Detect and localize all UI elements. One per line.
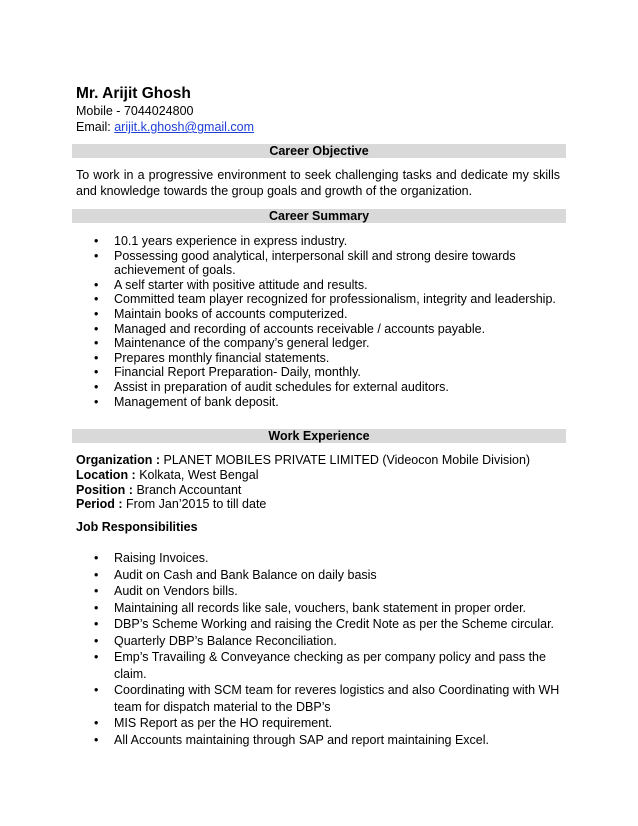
list-item: • DBP’s Scheme Working and raising the Credit Note as per the Scheme circular. <box>94 616 564 633</box>
candidate-name: Mr. Arijit Ghosh <box>76 85 191 102</box>
list-item: • Audit on Cash and Bank Balance on daily basis <box>94 567 564 584</box>
career-objective-heading: Career Objective <box>72 144 566 158</box>
list-item: • Maintaining all records like sale, vouchers, bank statement in proper order. <box>94 600 564 617</box>
mobile-line <box>76 103 254 119</box>
job-responsibilities-heading: Job Responsibilities <box>76 520 198 534</box>
location-line <box>76 468 530 483</box>
list-item: • Emp’s Travailing & Conveyance checking as per company policy and pass the claim. <box>94 649 564 682</box>
position-line <box>76 483 530 498</box>
mobile-number: 7044024800 <box>123 104 194 118</box>
list-item: • Committed team player recognized for professionalism, integrity and leadership. <box>94 292 564 307</box>
position-value: Branch Accountant <box>136 482 242 497</box>
list-item: • Prepares monthly financial statements. <box>94 351 564 366</box>
job-responsibilities-list <box>94 550 564 748</box>
email-link[interactable]: arijit.k.ghosh@gmail.com <box>114 120 255 134</box>
email-line <box>76 119 254 135</box>
organization-value: PLANET MOBILES PRIVATE LIMITED (Videocon Mobile Division) <box>163 453 531 467</box>
period-line <box>76 497 530 512</box>
position-label: Position : <box>76 482 133 497</box>
list-item: • Financial Report Preparation- Daily, monthly. <box>94 365 564 380</box>
career-summary-list <box>94 234 564 409</box>
list-item: • A self starter with positive attitude and results. <box>94 278 564 293</box>
list-item: • Maintenance of the company’s general ledger. <box>94 336 564 351</box>
location-label: Location : <box>76 467 136 482</box>
career-summary-heading: Career Summary <box>72 209 566 223</box>
period-label: Period : <box>76 497 123 512</box>
list-item: • Audit on Vendors bills. <box>94 583 564 600</box>
career-objective-text: To work in a progressive environment to seek challenging tasks and dedicate my skills and knowledge towards the group goals and growth of the organization. <box>76 168 560 198</box>
list-item: • 10.1 years experience in express industry. <box>94 234 564 249</box>
work-experience-heading: Work Experience <box>72 429 566 443</box>
list-item: • Quarterly DBP’s Balance Reconciliation. <box>94 633 564 650</box>
organization-label: Organization : <box>76 453 161 467</box>
list-item: • Raising Invoices. <box>94 550 564 567</box>
list-item: • Maintain books of accounts computerized. <box>94 307 564 322</box>
list-item: • Managed and recording of accounts receivable / accounts payable. <box>94 322 564 337</box>
list-item: • Coordinating with SCM team for reveres logistics and also Coordinating with WH team for dispatch material to the DBP’s <box>94 682 564 715</box>
location-value: Kolkata, West Bengal <box>139 467 259 482</box>
list-item: • Management of bank deposit. <box>94 395 564 410</box>
list-item: • Assist in preparation of audit schedules for external auditors. <box>94 380 564 395</box>
list-item: • Possessing good analytical, interpersonal skill and strong desire towards achievement of goals. <box>94 249 564 278</box>
mobile-label: Mobile - <box>76 104 121 118</box>
period-value: From Jan’2015 to till date <box>126 497 267 512</box>
resume-header <box>76 84 254 135</box>
list-item: • All Accounts maintaining through SAP and report maintaining Excel. <box>94 732 564 749</box>
employment-details <box>76 453 530 512</box>
list-item: • MIS Report as per the HO requirement. <box>94 715 564 732</box>
email-label: Email: <box>76 120 111 134</box>
organization-line <box>76 453 530 468</box>
